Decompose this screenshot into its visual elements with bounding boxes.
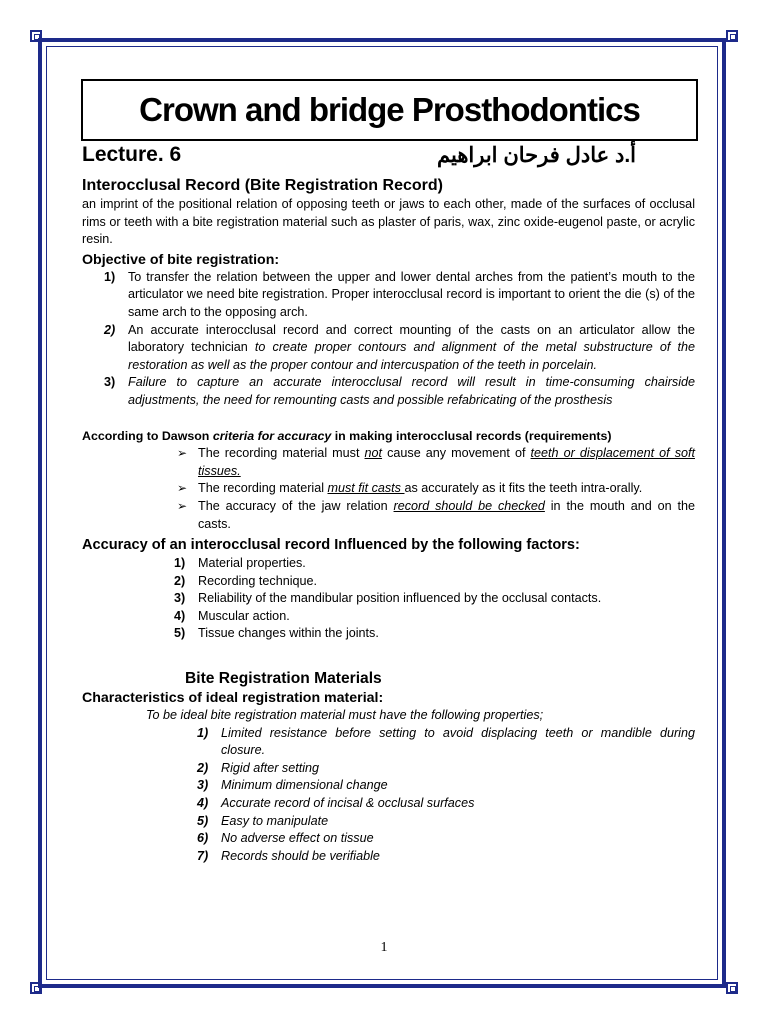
list-item: [82, 322, 695, 375]
lecture-number: Lecture. 6: [82, 143, 182, 166]
list-text: Records should be verifiable: [221, 848, 380, 863]
list-item: [82, 813, 695, 831]
list-item: [82, 269, 695, 322]
list-text: No adverse effect on tissue: [221, 831, 374, 846]
objective-heading: Objective of bite registration:: [82, 251, 280, 268]
underlined-text: must fit casts: [327, 481, 405, 496]
author-name: أ.د عادل فرحان ابراهيم: [437, 144, 636, 167]
list-item: [82, 590, 695, 608]
list-number: 4): [197, 796, 209, 811]
objective-list: [82, 269, 695, 410]
characteristics-intro: To be ideal bite registration material must have the following properties;: [146, 708, 544, 723]
list-text-italic: to create proper contours and alignment of the metal substructure of the restoration as well as the proper contour and intercuspation of the teeth in porcelain.: [128, 340, 695, 372]
list-text: in the mouth and on the casts.: [198, 498, 695, 531]
list-number: 5): [174, 626, 186, 641]
list-text: Muscular action.: [198, 608, 290, 623]
list-number: 2): [174, 573, 186, 588]
list-text: An accurate interocclusal record and correct mounting of the casts on an articulator allow the laboratory technician: [128, 322, 695, 355]
underlined-text: not: [364, 446, 383, 461]
list-item: [82, 555, 695, 573]
list-number: 1): [197, 725, 209, 740]
list-number: 3): [174, 591, 186, 606]
corner-ornament: [726, 982, 738, 994]
accuracy-heading: Accuracy of an interocclusal record Influenced by the following factors:: [82, 537, 580, 554]
list-item: [82, 374, 695, 409]
list-text: Recording technique.: [198, 573, 318, 588]
list-item: [82, 480, 695, 498]
list-text: Rigid after setting: [221, 760, 320, 775]
dawson-criteria-heading: [82, 428, 695, 446]
list-text: Easy to manipulate: [221, 813, 329, 828]
list-text: The accuracy of the jaw relation: [198, 498, 394, 513]
list-item: [82, 625, 695, 643]
list-text: Material properties.: [198, 556, 306, 571]
list-item: [82, 498, 695, 533]
list-item: [82, 573, 695, 591]
dawson-text: According to Dawson: [82, 428, 213, 443]
list-number: 1): [104, 269, 116, 284]
list-number: 2): [104, 322, 116, 337]
materials-heading: Bite Registration Materials: [185, 670, 382, 688]
list-text: Minimum dimensional change: [221, 778, 388, 793]
list-text: as accurately as it fits the teeth intra-orally.: [404, 481, 643, 496]
title-banner: [81, 79, 698, 141]
list-text: Limited resistance before setting to avoid displacing teeth or mandible during closure.: [221, 725, 695, 758]
underlined-text: teeth or displacement of soft tissues.: [198, 446, 695, 478]
list-text: To transfer the relation between the upper and lower dental arches from the patient’s mouth to the articulator we need bite registration. Proper interocclusal record is important to orient the die (s) of the same arch to the opposing arch.: [128, 269, 695, 319]
list-item: [82, 777, 695, 795]
section-heading: Interocclusal Record (Bite Registration Record): [82, 177, 443, 194]
list-item: [82, 725, 695, 760]
list-number: 7): [197, 848, 209, 863]
list-number: 3): [104, 375, 116, 390]
characteristics-heading: Characteristics of ideal registration material:: [82, 690, 384, 707]
list-text: The recording material must: [198, 446, 365, 461]
list-item: [82, 608, 695, 626]
page-number: 1: [380, 940, 388, 955]
list-number: 4): [174, 608, 186, 623]
list-item: [82, 445, 695, 480]
dawson-italic: criteria for accuracy: [212, 428, 332, 443]
list-item: [82, 848, 695, 866]
requirements-list: [82, 445, 695, 533]
properties-list: [82, 725, 695, 866]
factors-list: [82, 555, 695, 643]
list-text: Failure to capture an accurate interocclusal record will result in time-consuming chairside adjustments, the need for remounting casts and possible refabricating of the prosthesis: [128, 375, 695, 407]
definition-paragraph: an imprint of the positional relation of opposing teeth or jaws to each other, made of the surfaces of occlusal rims or teeth with a bite registration material such as plaster of paris, wax, zinc oxide-eugenol paste, or acrylic resin.: [82, 197, 695, 247]
list-text: Tissue changes within the joints.: [198, 626, 379, 641]
list-number: 1): [174, 556, 186, 571]
list-text: The recording material: [198, 481, 328, 496]
dawson-text: in making interocclusal records (requirements): [331, 428, 612, 443]
document-body: [82, 176, 695, 865]
list-item: [82, 760, 695, 778]
list-text: Accurate record of incisal & occlusal surfaces: [221, 796, 475, 811]
list-number: 3): [197, 778, 209, 793]
list-number: 2): [197, 760, 209, 775]
document-title: Crown and bridge Prosthodontics: [139, 91, 640, 128]
arrow-bullet-icon: ➢: [177, 481, 188, 496]
corner-ornament: [30, 982, 42, 994]
list-item: [82, 830, 695, 848]
list-item: [82, 795, 695, 813]
underlined-text: record should be checked: [393, 498, 545, 513]
arrow-bullet-icon: ➢: [177, 498, 188, 513]
corner-ornament: [726, 30, 738, 42]
list-number: 5): [197, 813, 209, 828]
arrow-bullet-icon: ➢: [177, 446, 188, 461]
list-text: Reliability of the mandibular position influenced by the occlusal contacts.: [198, 591, 602, 606]
corner-ornament: [30, 30, 42, 42]
list-number: 6): [197, 831, 209, 846]
list-text: cause any movement of: [382, 446, 531, 461]
